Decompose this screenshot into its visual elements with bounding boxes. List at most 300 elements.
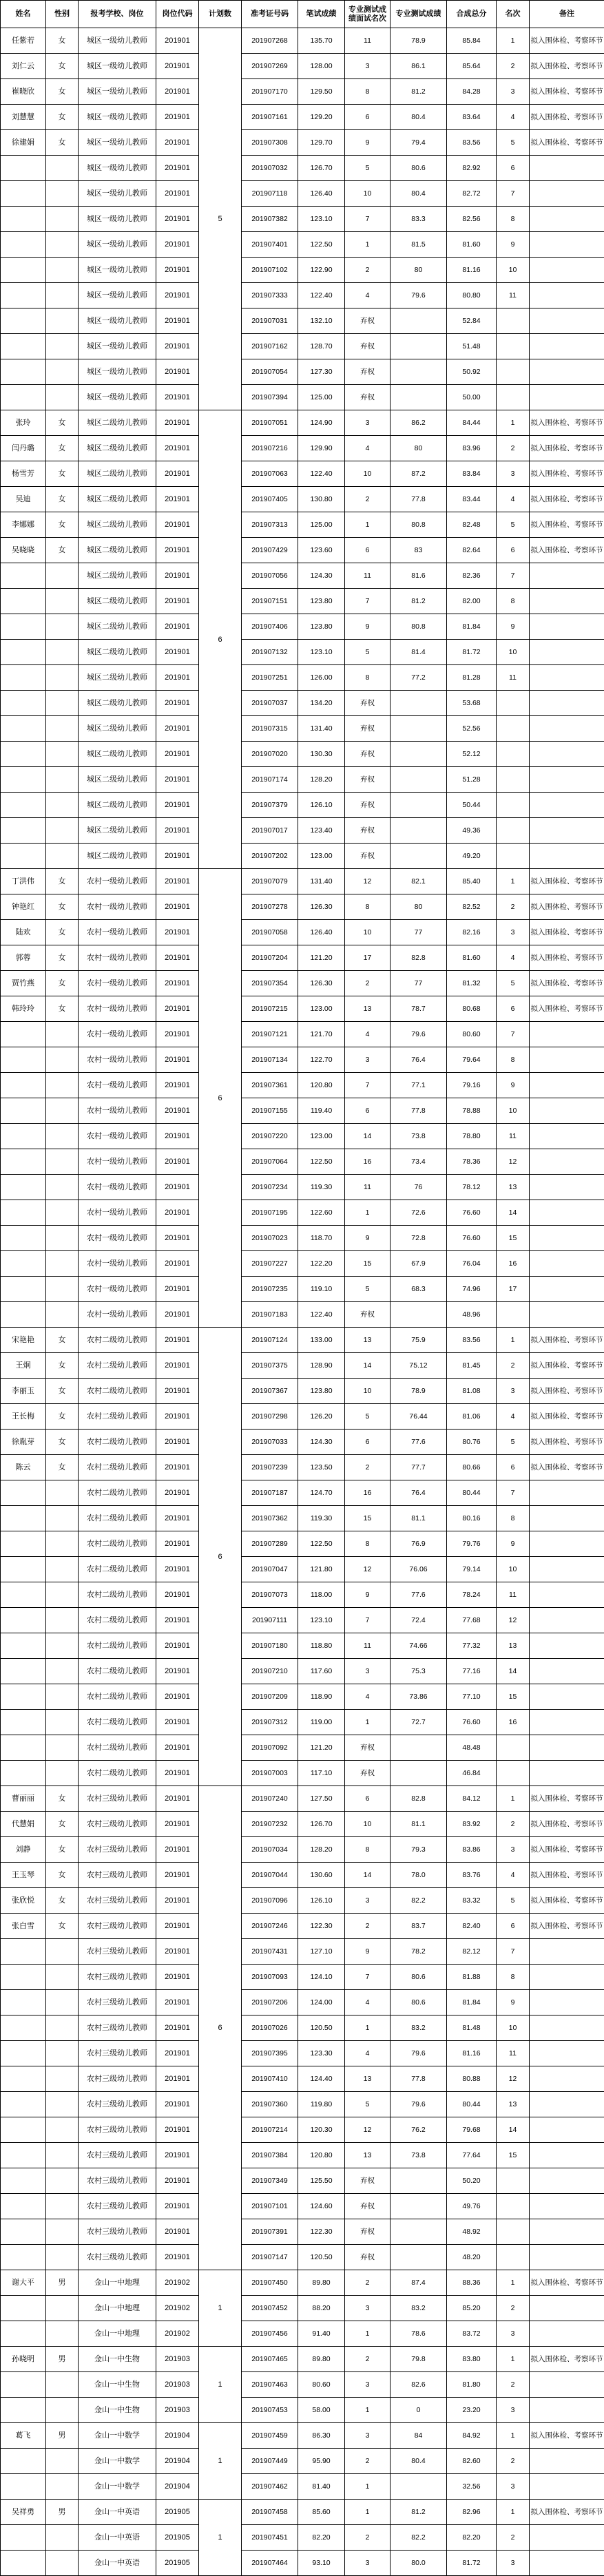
total-score-cell: 78.24 bbox=[447, 1582, 497, 1608]
name-cell bbox=[1, 742, 46, 767]
professional-score-cell: 73.4 bbox=[390, 1149, 447, 1175]
position-code-cell: 201901 bbox=[156, 1098, 199, 1124]
rank-cell: 3 bbox=[497, 1379, 530, 1404]
plan-count-cell: 6 bbox=[199, 869, 242, 1328]
table-row bbox=[1, 2066, 604, 2092]
interview-rank-cell: 7 bbox=[345, 1965, 390, 1990]
name-cell bbox=[1, 614, 46, 640]
remark-cell bbox=[530, 1251, 604, 1277]
interview-rank-cell: 2 bbox=[345, 2449, 390, 2474]
written-score-cell: 129.70 bbox=[298, 130, 345, 156]
professional-score-cell: 83.7 bbox=[390, 1914, 447, 1939]
rank-cell: 4 bbox=[497, 1863, 530, 1888]
position-code-cell: 201901 bbox=[156, 589, 199, 614]
column-header: 备注 bbox=[530, 1, 604, 28]
position-code-cell: 201901 bbox=[156, 2117, 199, 2143]
total-score-cell: 82.48 bbox=[447, 512, 497, 538]
position-cell: 农村二级幼儿教师 bbox=[79, 1659, 156, 1684]
remark-cell: 拟入围体检、考察环节 bbox=[530, 130, 604, 156]
total-score-cell: 83.44 bbox=[447, 487, 497, 512]
rank-cell: 7 bbox=[497, 1022, 530, 1047]
exam-id-cell: 201907111 bbox=[242, 1608, 298, 1633]
name-cell: 吴祥勇 bbox=[1, 2500, 46, 2525]
exam-id-cell: 201907431 bbox=[242, 1939, 298, 1965]
position-cell: 农村一级幼儿教师 bbox=[79, 1200, 156, 1226]
rank-cell bbox=[497, 767, 530, 793]
position-cell: 农村三级幼儿教师 bbox=[79, 1965, 156, 1990]
position-code-cell: 201901 bbox=[156, 232, 199, 258]
gender-cell: 男 bbox=[46, 2500, 79, 2525]
written-score-cell: 123.60 bbox=[298, 538, 345, 563]
written-score-cell: 124.00 bbox=[298, 1990, 345, 2015]
name-cell bbox=[1, 1073, 46, 1098]
total-score-cell: 82.96 bbox=[447, 2500, 497, 2525]
interview-rank-cell: 3 bbox=[345, 2423, 390, 2449]
remark-cell bbox=[530, 1608, 604, 1633]
gender-cell bbox=[46, 589, 79, 614]
professional-score-cell: 83 bbox=[390, 538, 447, 563]
interview-rank-cell: 7 bbox=[345, 589, 390, 614]
professional-score-cell: 86.1 bbox=[390, 54, 447, 79]
table-row bbox=[1, 1914, 604, 1939]
total-score-cell: 83.76 bbox=[447, 1863, 497, 1888]
name-cell bbox=[1, 1200, 46, 1226]
gender-cell bbox=[46, 2168, 79, 2194]
exam-id-cell: 201907239 bbox=[242, 1455, 298, 1480]
professional-score-cell: 80 bbox=[390, 258, 447, 283]
gender-cell bbox=[46, 1022, 79, 1047]
position-cell: 城区一级幼儿教师 bbox=[79, 181, 156, 207]
gender-cell bbox=[46, 2219, 79, 2245]
total-score-cell: 81.60 bbox=[447, 945, 497, 971]
total-score-cell: 82.64 bbox=[447, 538, 497, 563]
exam-id-cell: 201907375 bbox=[242, 1353, 298, 1379]
rank-cell: 9 bbox=[497, 1531, 530, 1557]
remark-cell bbox=[530, 2372, 604, 2398]
position-cell: 农村三级幼儿教师 bbox=[79, 2041, 156, 2066]
gender-cell: 女 bbox=[46, 996, 79, 1022]
remark-cell bbox=[530, 2474, 604, 2500]
exam-id-cell: 201907202 bbox=[242, 844, 298, 869]
written-score-cell: 134.20 bbox=[298, 691, 345, 716]
name-cell bbox=[1, 156, 46, 181]
table-row bbox=[1, 2347, 604, 2372]
professional-score-cell bbox=[390, 308, 447, 334]
position-code-cell: 201901 bbox=[156, 79, 199, 105]
remark-cell bbox=[530, 2321, 604, 2347]
interview-rank-cell: 9 bbox=[345, 1939, 390, 1965]
written-score-cell: 121.20 bbox=[298, 1735, 345, 1761]
position-cell: 农村三级幼儿教师 bbox=[79, 2092, 156, 2117]
interview-rank-cell: 9 bbox=[345, 1226, 390, 1251]
position-code-cell: 201905 bbox=[156, 2500, 199, 2525]
table-row bbox=[1, 28, 604, 54]
name-cell bbox=[1, 1277, 46, 1302]
position-cell: 金山一中英语 bbox=[79, 2525, 156, 2551]
position-cell: 农村三级幼儿教师 bbox=[79, 1786, 156, 1812]
position-cell: 农村二级幼儿教师 bbox=[79, 1710, 156, 1735]
total-score-cell: 48.20 bbox=[447, 2245, 497, 2270]
rank-cell bbox=[497, 793, 530, 818]
name-cell bbox=[1, 2194, 46, 2219]
gender-cell: 女 bbox=[46, 1812, 79, 1837]
gender-cell: 女 bbox=[46, 512, 79, 538]
professional-score-cell: 72.8 bbox=[390, 1226, 447, 1251]
remark-cell: 拟入围体检、考察环节 bbox=[530, 79, 604, 105]
name-cell bbox=[1, 1506, 46, 1531]
rank-cell: 4 bbox=[497, 105, 530, 130]
written-score-cell: 122.20 bbox=[298, 1251, 345, 1277]
professional-score-cell bbox=[390, 2474, 447, 2500]
exam-id-cell: 201907333 bbox=[242, 283, 298, 308]
rank-cell: 2 bbox=[497, 54, 530, 79]
total-score-cell: 77.10 bbox=[447, 1684, 497, 1710]
remark-cell bbox=[530, 665, 604, 691]
name-cell bbox=[1, 2449, 46, 2474]
position-code-cell: 201905 bbox=[156, 2525, 199, 2551]
interview-rank-cell: 5 bbox=[345, 1404, 390, 1430]
written-score-cell: 122.30 bbox=[298, 1914, 345, 1939]
professional-score-cell: 77.2 bbox=[390, 665, 447, 691]
gender-cell: 女 bbox=[46, 105, 79, 130]
name-cell bbox=[1, 1582, 46, 1608]
name-cell: 宋艳艳 bbox=[1, 1328, 46, 1353]
name-cell bbox=[1, 818, 46, 844]
interview-rank-cell: 14 bbox=[345, 1353, 390, 1379]
remark-cell: 拟入围体检、考察环节 bbox=[530, 920, 604, 945]
rank-cell: 1 bbox=[497, 2423, 530, 2449]
name-cell bbox=[1, 1735, 46, 1761]
exam-id-cell: 201907206 bbox=[242, 1990, 298, 2015]
rank-cell: 17 bbox=[497, 1277, 530, 1302]
exam-id-cell: 201907092 bbox=[242, 1735, 298, 1761]
professional-score-cell: 80.0 bbox=[390, 2551, 447, 2576]
table-row bbox=[1, 767, 604, 793]
table-row bbox=[1, 2525, 604, 2551]
exam-id-cell: 201907451 bbox=[242, 2525, 298, 2551]
professional-score-cell bbox=[390, 359, 447, 385]
position-cell: 农村二级幼儿教师 bbox=[79, 1633, 156, 1659]
remark-cell bbox=[530, 1302, 604, 1328]
rank-cell: 11 bbox=[497, 2041, 530, 2066]
professional-score-cell: 78.6 bbox=[390, 2321, 447, 2347]
professional-score-cell bbox=[390, 844, 447, 869]
table-row bbox=[1, 2092, 604, 2117]
gender-cell: 女 bbox=[46, 920, 79, 945]
table-row bbox=[1, 1404, 604, 1430]
plan-count-cell: 6 bbox=[199, 410, 242, 869]
exam-id-cell: 201907401 bbox=[242, 232, 298, 258]
rank-cell: 16 bbox=[497, 1710, 530, 1735]
rank-cell: 6 bbox=[497, 538, 530, 563]
position-cell: 金山一中数学 bbox=[79, 2474, 156, 2500]
rank-cell: 3 bbox=[497, 2474, 530, 2500]
remark-cell bbox=[530, 2168, 604, 2194]
position-code-cell: 201901 bbox=[156, 614, 199, 640]
exam-id-cell: 201907405 bbox=[242, 487, 298, 512]
professional-score-cell: 79.4 bbox=[390, 130, 447, 156]
total-score-cell: 79.76 bbox=[447, 1531, 497, 1557]
professional-score-cell bbox=[390, 2219, 447, 2245]
table-row bbox=[1, 2143, 604, 2168]
position-cell: 金山一中生物 bbox=[79, 2347, 156, 2372]
rank-cell: 3 bbox=[497, 461, 530, 487]
interview-rank-cell: 8 bbox=[345, 1531, 390, 1557]
position-code-cell: 201901 bbox=[156, 1226, 199, 1251]
position-code-cell: 201901 bbox=[156, 2219, 199, 2245]
remark-cell bbox=[530, 181, 604, 207]
professional-score-cell: 82.2 bbox=[390, 2525, 447, 2551]
professional-score-cell: 68.3 bbox=[390, 1277, 447, 1302]
written-score-cell: 129.20 bbox=[298, 105, 345, 130]
rank-cell: 10 bbox=[497, 1098, 530, 1124]
remark-cell: 拟入围体检、考察环节 bbox=[530, 487, 604, 512]
table-row bbox=[1, 283, 604, 308]
name-cell bbox=[1, 1251, 46, 1277]
remark-cell: 拟入围体检、考察环节 bbox=[530, 1914, 604, 1939]
professional-score-cell: 80.8 bbox=[390, 614, 447, 640]
name-cell bbox=[1, 1684, 46, 1710]
total-score-cell: 81.80 bbox=[447, 2372, 497, 2398]
position-code-cell: 201901 bbox=[156, 181, 199, 207]
written-score-cell: 126.30 bbox=[298, 894, 345, 920]
written-score-cell: 129.90 bbox=[298, 436, 345, 461]
exam-id-cell: 201907456 bbox=[242, 2321, 298, 2347]
interview-rank-cell: 弃权 bbox=[345, 359, 390, 385]
name-cell: 陈云 bbox=[1, 1455, 46, 1480]
exam-id-cell: 201907102 bbox=[242, 258, 298, 283]
rank-cell: 6 bbox=[497, 1455, 530, 1480]
interview-rank-cell: 4 bbox=[345, 436, 390, 461]
position-code-cell: 201901 bbox=[156, 385, 199, 410]
total-score-cell: 80.66 bbox=[447, 1455, 497, 1480]
remark-cell bbox=[530, 1531, 604, 1557]
gender-cell bbox=[46, 742, 79, 767]
table-row bbox=[1, 487, 604, 512]
rank-cell bbox=[497, 2245, 530, 2270]
gender-cell: 女 bbox=[46, 1328, 79, 1353]
exam-id-cell: 201907073 bbox=[242, 1582, 298, 1608]
name-cell bbox=[1, 334, 46, 359]
name-cell: 张欣悦 bbox=[1, 1888, 46, 1914]
rank-cell bbox=[497, 818, 530, 844]
position-code-cell: 201901 bbox=[156, 28, 199, 54]
position-code-cell: 201901 bbox=[156, 1430, 199, 1455]
position-cell: 金山一中英语 bbox=[79, 2500, 156, 2525]
written-score-cell: 132.10 bbox=[298, 308, 345, 334]
exam-id-cell: 201907063 bbox=[242, 461, 298, 487]
written-score-cell: 119.30 bbox=[298, 1175, 345, 1200]
rank-cell: 6 bbox=[497, 1914, 530, 1939]
table-row bbox=[1, 1251, 604, 1277]
name-cell bbox=[1, 844, 46, 869]
written-score-cell: 122.90 bbox=[298, 258, 345, 283]
written-score-cell: 120.50 bbox=[298, 2015, 345, 2041]
position-cell: 城区一级幼儿教师 bbox=[79, 105, 156, 130]
name-cell bbox=[1, 2219, 46, 2245]
exam-id-cell: 201907209 bbox=[242, 1684, 298, 1710]
position-cell: 农村一级幼儿教师 bbox=[79, 1251, 156, 1277]
rank-cell bbox=[497, 716, 530, 742]
professional-score-cell: 77.6 bbox=[390, 1582, 447, 1608]
total-score-cell: 82.12 bbox=[447, 1939, 497, 1965]
gender-cell bbox=[46, 1761, 79, 1786]
position-cell: 城区二级幼儿教师 bbox=[79, 716, 156, 742]
column-header: 笔试成绩 bbox=[298, 1, 345, 28]
exam-id-cell: 201907044 bbox=[242, 1863, 298, 1888]
professional-score-cell: 77.8 bbox=[390, 487, 447, 512]
position-code-cell: 201901 bbox=[156, 920, 199, 945]
interview-rank-cell: 6 bbox=[345, 538, 390, 563]
interview-rank-cell: 7 bbox=[345, 1073, 390, 1098]
table-row bbox=[1, 1226, 604, 1251]
gender-cell bbox=[46, 359, 79, 385]
exam-id-cell: 201907064 bbox=[242, 1149, 298, 1175]
table-row bbox=[1, 2321, 604, 2347]
professional-score-cell: 79.3 bbox=[390, 1837, 447, 1863]
exam-id-cell: 201907134 bbox=[242, 1047, 298, 1073]
exam-id-cell: 201907017 bbox=[242, 818, 298, 844]
rank-cell: 16 bbox=[497, 1251, 530, 1277]
interview-rank-cell: 13 bbox=[345, 2066, 390, 2092]
remark-cell bbox=[530, 1277, 604, 1302]
remark-cell: 拟入围体检、考察环节 bbox=[530, 1863, 604, 1888]
total-score-cell: 83.84 bbox=[447, 461, 497, 487]
rank-cell: 12 bbox=[497, 1149, 530, 1175]
position-cell: 农村一级幼儿教师 bbox=[79, 1124, 156, 1149]
remark-cell bbox=[530, 563, 604, 589]
interview-rank-cell: 2 bbox=[345, 971, 390, 996]
position-code-cell: 201901 bbox=[156, 1837, 199, 1863]
gender-cell bbox=[46, 563, 79, 589]
rank-cell bbox=[497, 359, 530, 385]
table-row bbox=[1, 1786, 604, 1812]
column-header: 性别 bbox=[46, 1, 79, 28]
name-cell bbox=[1, 2092, 46, 2117]
position-code-cell: 201901 bbox=[156, 1175, 199, 1200]
professional-score-cell bbox=[390, 1761, 447, 1786]
gender-cell bbox=[46, 665, 79, 691]
gender-cell bbox=[46, 2474, 79, 2500]
interview-rank-cell: 4 bbox=[345, 1684, 390, 1710]
written-score-cell: 122.40 bbox=[298, 1302, 345, 1328]
name-cell: 曹丽丽 bbox=[1, 1786, 46, 1812]
position-code-cell: 201901 bbox=[156, 359, 199, 385]
total-score-cell: 48.96 bbox=[447, 1302, 497, 1328]
gender-cell bbox=[46, 2117, 79, 2143]
total-score-cell: 49.20 bbox=[447, 844, 497, 869]
total-score-cell: 81.32 bbox=[447, 971, 497, 996]
table-row bbox=[1, 1837, 604, 1863]
total-score-cell: 52.12 bbox=[447, 742, 497, 767]
exam-id-cell: 201907458 bbox=[242, 2500, 298, 2525]
position-cell: 城区二级幼儿教师 bbox=[79, 767, 156, 793]
name-cell bbox=[1, 767, 46, 793]
name-cell bbox=[1, 2525, 46, 2551]
table-row bbox=[1, 2474, 604, 2500]
table-row bbox=[1, 308, 604, 334]
written-score-cell: 118.70 bbox=[298, 1226, 345, 1251]
gender-cell: 女 bbox=[46, 1379, 79, 1404]
professional-score-cell: 76.9 bbox=[390, 1531, 447, 1557]
name-cell bbox=[1, 2117, 46, 2143]
name-cell bbox=[1, 716, 46, 742]
exam-id-cell: 201907463 bbox=[242, 2372, 298, 2398]
rank-cell: 9 bbox=[497, 1990, 530, 2015]
exam-id-cell: 201907101 bbox=[242, 2194, 298, 2219]
position-cell: 城区二级幼儿教师 bbox=[79, 538, 156, 563]
position-code-cell: 201901 bbox=[156, 1047, 199, 1073]
interview-rank-cell: 弃权 bbox=[345, 844, 390, 869]
rank-cell: 11 bbox=[497, 283, 530, 308]
position-code-cell: 201901 bbox=[156, 54, 199, 79]
name-cell bbox=[1, 2474, 46, 2500]
total-score-cell: 77.32 bbox=[447, 1633, 497, 1659]
exam-id-cell: 201907147 bbox=[242, 2245, 298, 2270]
exam-id-cell: 201907183 bbox=[242, 1302, 298, 1328]
name-cell: 葛飞 bbox=[1, 2423, 46, 2449]
name-cell: 谢大平 bbox=[1, 2270, 46, 2296]
exam-id-cell: 201907449 bbox=[242, 2449, 298, 2474]
exam-id-cell: 201907056 bbox=[242, 563, 298, 589]
total-score-cell: 49.36 bbox=[447, 818, 497, 844]
table-row bbox=[1, 2372, 604, 2398]
interview-rank-cell: 8 bbox=[345, 1837, 390, 1863]
remark-cell: 拟入围体检、考察环节 bbox=[530, 1430, 604, 1455]
gender-cell bbox=[46, 1506, 79, 1531]
remark-cell bbox=[530, 2143, 604, 2168]
interview-rank-cell: 3 bbox=[345, 1888, 390, 1914]
written-score-cell: 118.80 bbox=[298, 1633, 345, 1659]
interview-rank-cell: 弃权 bbox=[345, 2168, 390, 2194]
exam-id-cell: 201907124 bbox=[242, 1328, 298, 1353]
gender-cell bbox=[46, 793, 79, 818]
exam-id-cell: 201907312 bbox=[242, 1710, 298, 1735]
professional-score-cell bbox=[390, 691, 447, 716]
interview-rank-cell: 弃权 bbox=[345, 767, 390, 793]
position-code-cell: 201901 bbox=[156, 767, 199, 793]
exam-id-cell: 201907121 bbox=[242, 1022, 298, 1047]
professional-score-cell: 80 bbox=[390, 894, 447, 920]
rank-cell: 10 bbox=[497, 2015, 530, 2041]
position-cell: 金山一中英语 bbox=[79, 2551, 156, 2576]
interview-rank-cell: 2 bbox=[345, 258, 390, 283]
name-cell bbox=[1, 1990, 46, 2015]
remark-cell bbox=[530, 1557, 604, 1582]
written-score-cell: 120.50 bbox=[298, 2245, 345, 2270]
position-cell: 农村二级幼儿教师 bbox=[79, 1480, 156, 1506]
written-score-cell: 118.90 bbox=[298, 1684, 345, 1710]
remark-cell: 拟入围体检、考察环节 bbox=[530, 1379, 604, 1404]
table-row bbox=[1, 691, 604, 716]
remark-cell bbox=[530, 614, 604, 640]
professional-score-cell: 82.8 bbox=[390, 1786, 447, 1812]
rank-cell: 11 bbox=[497, 1582, 530, 1608]
remark-cell bbox=[530, 1200, 604, 1226]
rank-cell: 14 bbox=[497, 1659, 530, 1684]
remark-cell bbox=[530, 818, 604, 844]
table-row bbox=[1, 2015, 604, 2041]
table-row bbox=[1, 461, 604, 487]
position-cell: 农村三级幼儿教师 bbox=[79, 2117, 156, 2143]
professional-score-cell: 83.3 bbox=[390, 207, 447, 232]
gender-cell: 女 bbox=[46, 1786, 79, 1812]
name-cell bbox=[1, 2372, 46, 2398]
exam-id-cell: 201907349 bbox=[242, 2168, 298, 2194]
position-cell: 农村一级幼儿教师 bbox=[79, 1226, 156, 1251]
interview-rank-cell: 弃权 bbox=[345, 818, 390, 844]
name-cell: 贾竹燕 bbox=[1, 971, 46, 996]
